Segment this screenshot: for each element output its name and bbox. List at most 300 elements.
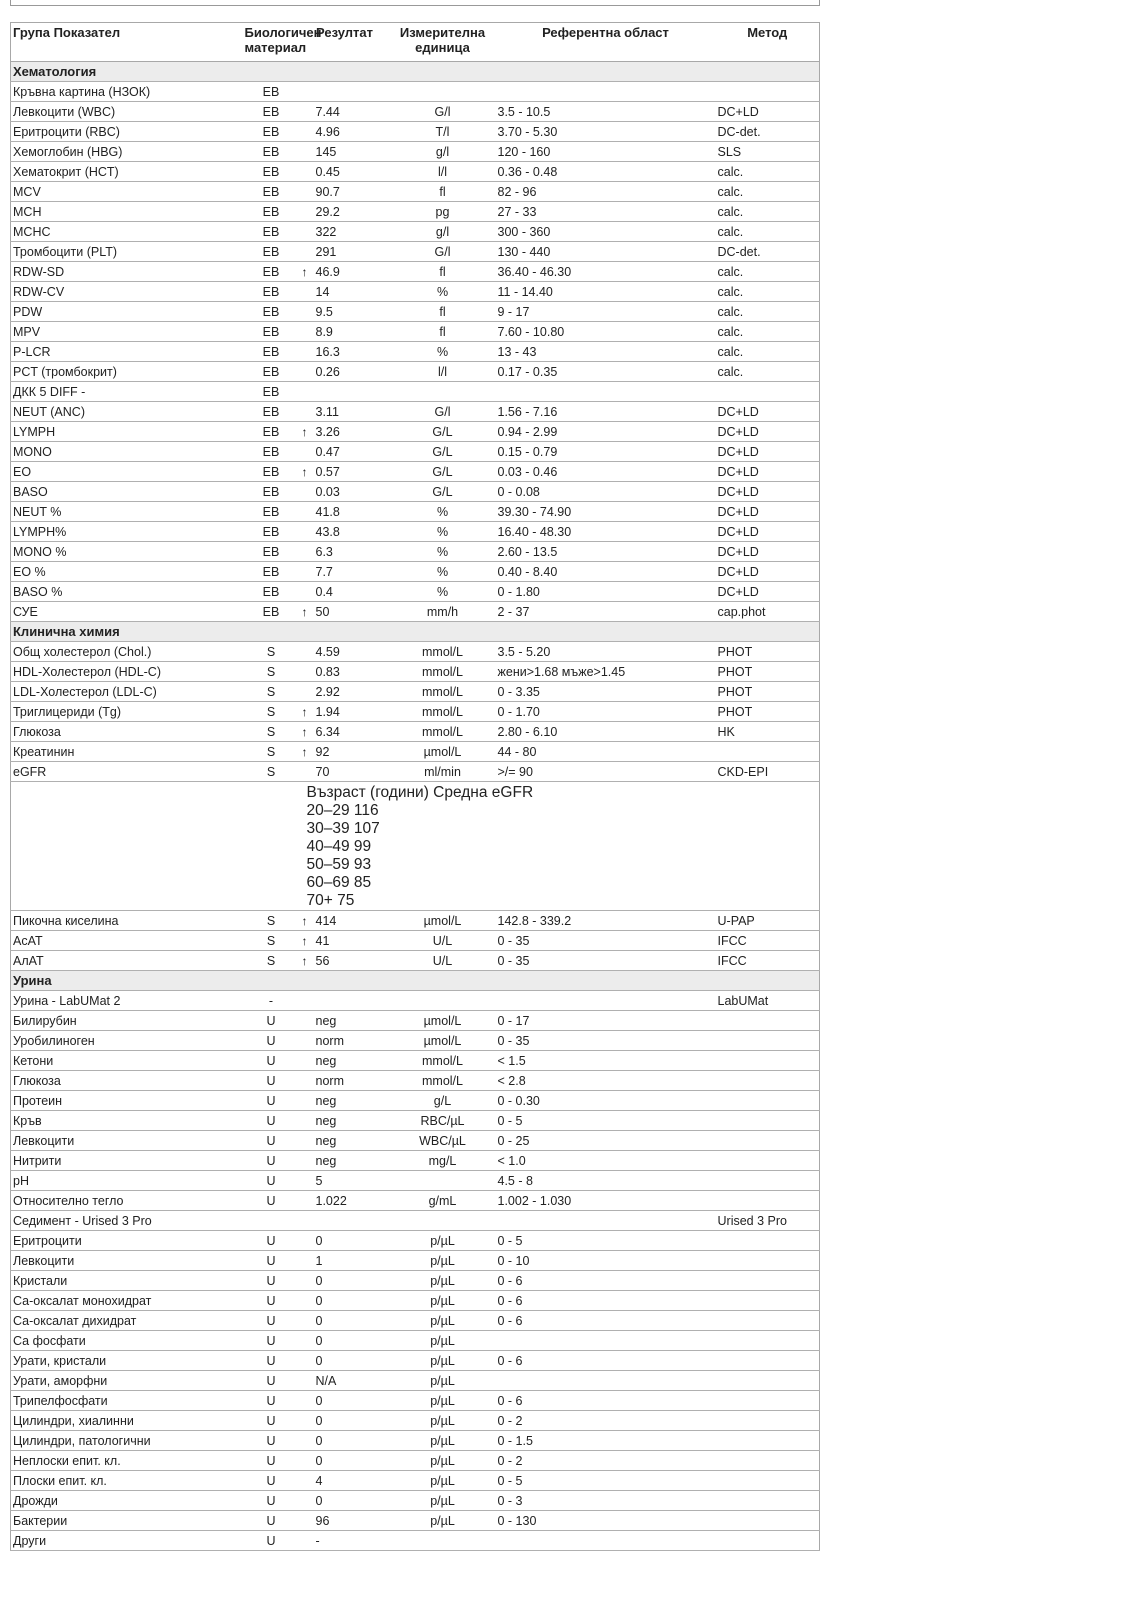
method-cell: DC-det. <box>716 242 820 262</box>
table-row <box>11 202 820 222</box>
result-value: 0 <box>315 1413 323 1428</box>
previous-section-box <box>10 0 820 6</box>
material-cell: U <box>243 1311 300 1331</box>
table-row <box>11 642 820 662</box>
result-value: 6.3 <box>315 544 333 559</box>
result-value: 0 <box>315 1493 323 1508</box>
test-name: Цилиндри, хиалинни <box>11 1411 243 1431</box>
reference-range-cell: 0 - 1.80 <box>496 582 716 602</box>
header-method: Метод <box>716 23 820 62</box>
result-value: 0 <box>315 1453 323 1468</box>
table-row <box>11 1431 820 1451</box>
result-cell <box>300 991 390 1011</box>
result-cell <box>300 742 390 762</box>
material-cell: ЕВ <box>243 102 300 122</box>
result-cell <box>300 202 390 222</box>
unit-cell: % <box>390 342 496 362</box>
method-cell <box>716 1451 820 1471</box>
reference-range-cell: 0 - 35 <box>496 1031 716 1051</box>
test-name: Са-оксалат дихидрат <box>11 1311 243 1331</box>
reference-range-cell: 82 - 96 <box>496 182 716 202</box>
table-row <box>11 142 820 162</box>
unit-cell: % <box>390 582 496 602</box>
reference-range-cell: жени>1.68 мъже>1.45 <box>496 662 716 682</box>
test-name: Уробилиноген <box>11 1031 243 1051</box>
table-row <box>11 682 820 702</box>
result-cell <box>300 1211 390 1231</box>
result-value: 0 <box>315 1333 323 1348</box>
test-name: Пикочна киселина <box>11 911 243 931</box>
test-name: Кръвна картина (НЗОК) <box>11 82 243 102</box>
result-value: 145 <box>315 144 337 159</box>
egfr-note-line: 70+ 75 <box>306 892 355 909</box>
reference-range-cell: 0 - 5 <box>496 1111 716 1131</box>
unit-cell: p/µL <box>390 1231 496 1251</box>
test-name: MONO % <box>11 542 243 562</box>
result-cell <box>300 1411 390 1431</box>
result-cell <box>300 362 390 382</box>
material-cell: S <box>243 911 300 931</box>
result-cell <box>300 1291 390 1311</box>
test-name: MCV <box>11 182 243 202</box>
method-cell <box>716 1371 820 1391</box>
result-cell <box>300 242 390 262</box>
test-name: Относително тегло <box>11 1191 243 1211</box>
method-cell <box>716 1231 820 1251</box>
table-row <box>11 1291 820 1311</box>
reference-range-cell: 0 - 10 <box>496 1251 716 1271</box>
table-row <box>11 402 820 422</box>
reference-range-cell: 0 - 130 <box>496 1511 716 1531</box>
result-value: 1 <box>315 1253 323 1268</box>
test-name: Бактерии <box>11 1511 243 1531</box>
result-cell <box>300 122 390 142</box>
material-cell: U <box>243 1511 300 1531</box>
material-cell: ЕВ <box>243 162 300 182</box>
test-name: Плоски епит. кл. <box>11 1471 243 1491</box>
result-cell <box>300 542 390 562</box>
unit-cell: p/µL <box>390 1491 496 1511</box>
reference-range-cell <box>496 1331 716 1351</box>
result-value: 0.26 <box>315 364 340 379</box>
unit-cell: µmol/L <box>390 1011 496 1031</box>
unit-cell: mmol/L <box>390 642 496 662</box>
table-row <box>11 762 820 782</box>
header-unit: Измерителна единица <box>390 23 496 62</box>
material-cell: ЕВ <box>243 582 300 602</box>
table-row <box>11 1471 820 1491</box>
material-cell: U <box>243 1371 300 1391</box>
unit-cell: fl <box>390 182 496 202</box>
table-row <box>11 951 820 971</box>
unit-cell: G/L <box>390 482 496 502</box>
reference-range-cell: < 1.5 <box>496 1051 716 1071</box>
unit-cell: p/µL <box>390 1411 496 1431</box>
material-cell: ЕВ <box>243 462 300 482</box>
test-name: Са-оксалат монохидрат <box>11 1291 243 1311</box>
result-value: 14 <box>315 284 330 299</box>
result-cell <box>300 911 390 931</box>
material-cell: U <box>243 1011 300 1031</box>
test-name: Глюкоза <box>11 1071 243 1091</box>
method-cell <box>716 1431 820 1451</box>
unit-cell <box>390 82 496 102</box>
method-cell: IFCC <box>716 931 820 951</box>
material-cell: S <box>243 702 300 722</box>
table-row <box>11 382 820 402</box>
test-name: NEUT (ANC) <box>11 402 243 422</box>
result-value: 6.34 <box>315 724 340 739</box>
reference-range-cell: 2 - 37 <box>496 602 716 622</box>
table-row <box>11 1511 820 1531</box>
egfr-note-line: 20–29 116 <box>306 802 379 819</box>
method-cell <box>716 1531 820 1551</box>
test-name: EO % <box>11 562 243 582</box>
unit-cell: G/L <box>390 422 496 442</box>
unit-cell: mmol/L <box>390 662 496 682</box>
method-cell: SLS <box>716 142 820 162</box>
result-value: 0 <box>315 1433 323 1448</box>
unit-cell: p/µL <box>390 1251 496 1271</box>
method-cell: calc. <box>716 262 820 282</box>
method-cell <box>716 1291 820 1311</box>
unit-cell: p/µL <box>390 1351 496 1371</box>
table-row <box>11 1091 820 1111</box>
reference-range-cell: 0 - 5 <box>496 1231 716 1251</box>
test-name: АсАТ <box>11 931 243 951</box>
result-cell <box>300 1371 390 1391</box>
method-cell <box>716 1311 820 1331</box>
reference-range-cell: 4.5 - 8 <box>496 1171 716 1191</box>
result-cell <box>300 1031 390 1051</box>
material-cell: U <box>243 1051 300 1071</box>
reference-range-cell: 0 - 3.35 <box>496 682 716 702</box>
table-row <box>11 362 820 382</box>
egfr-reference-note-row <box>11 782 820 911</box>
high-flag-arrow-icon: ↑ <box>301 724 308 739</box>
result-value: 0 <box>315 1293 323 1308</box>
table-row <box>11 1111 820 1131</box>
test-name: Левкоцити <box>11 1131 243 1151</box>
material-cell: U <box>243 1071 300 1091</box>
table-body <box>11 62 820 1551</box>
material-cell: ЕВ <box>243 562 300 582</box>
material-cell: S <box>243 722 300 742</box>
material-cell: S <box>243 742 300 762</box>
table-row <box>11 911 820 931</box>
method-cell: PHOT <box>716 682 820 702</box>
result-cell <box>300 722 390 742</box>
method-cell: DC-det. <box>716 122 820 142</box>
material-cell: ЕВ <box>243 602 300 622</box>
method-cell <box>716 1331 820 1351</box>
reference-range-cell: 120 - 160 <box>496 142 716 162</box>
material-cell: ЕВ <box>243 542 300 562</box>
result-value: 291 <box>315 244 337 259</box>
unit-cell: g/L <box>390 1091 496 1111</box>
test-name: EO <box>11 462 243 482</box>
test-name: СУЕ <box>11 602 243 622</box>
result-value: neg <box>315 1133 337 1148</box>
material-cell: S <box>243 931 300 951</box>
material-cell: U <box>243 1171 300 1191</box>
reference-range-cell: 0 - 17 <box>496 1011 716 1031</box>
method-cell <box>716 1191 820 1211</box>
result-value: 56 <box>315 953 330 968</box>
material-cell: S <box>243 951 300 971</box>
reference-range-cell: 0.40 - 8.40 <box>496 562 716 582</box>
material-cell: ЕВ <box>243 362 300 382</box>
table-row <box>11 1331 820 1351</box>
unit-cell: l/l <box>390 162 496 182</box>
test-name: Кръв <box>11 1111 243 1131</box>
table-row <box>11 342 820 362</box>
result-value: 0 <box>315 1393 323 1408</box>
reference-range-cell: 0 - 35 <box>496 931 716 951</box>
result-cell <box>300 1051 390 1071</box>
test-name: Кетони <box>11 1051 243 1071</box>
result-value: neg <box>315 1153 337 1168</box>
material-cell: U <box>243 1431 300 1451</box>
table-row <box>11 1271 820 1291</box>
egfr-note-line: 40–49 99 <box>306 838 372 855</box>
result-value: 41 <box>315 933 330 948</box>
method-cell: DC+LD <box>716 562 820 582</box>
result-cell <box>300 1191 390 1211</box>
table-row <box>11 1251 820 1271</box>
method-cell: calc. <box>716 342 820 362</box>
unit-cell: G/L <box>390 462 496 482</box>
material-cell: U <box>243 1131 300 1151</box>
reference-range-cell: 3.5 - 10.5 <box>496 102 716 122</box>
high-flag-arrow-icon: ↑ <box>301 744 308 759</box>
result-value: 0 <box>315 1233 323 1248</box>
unit-cell: l/l <box>390 362 496 382</box>
test-name: Трипелфосфати <box>11 1391 243 1411</box>
note-spacer <box>11 782 300 911</box>
result-cell <box>300 951 390 971</box>
method-cell: calc. <box>716 282 820 302</box>
test-name: HDL-Холестерол (HDL-C) <box>11 662 243 682</box>
material-cell: U <box>243 1091 300 1111</box>
result-value: 0.45 <box>315 164 340 179</box>
material-cell: ЕВ <box>243 322 300 342</box>
unit-cell: % <box>390 502 496 522</box>
unit-cell: ml/min <box>390 762 496 782</box>
method-cell <box>716 1351 820 1371</box>
material-cell: ЕВ <box>243 302 300 322</box>
reference-range-cell: 2.60 - 13.5 <box>496 542 716 562</box>
result-value: norm <box>315 1073 344 1088</box>
test-name: Левкоцити (WBC) <box>11 102 243 122</box>
high-flag-arrow-icon: ↑ <box>301 424 308 439</box>
reference-range-cell: 0 - 2 <box>496 1451 716 1471</box>
result-value: 50 <box>315 604 330 619</box>
result-cell <box>300 1151 390 1171</box>
table-row <box>11 582 820 602</box>
method-cell <box>716 1171 820 1191</box>
reference-range-cell: 0 - 6 <box>496 1311 716 1331</box>
result-value: 7.7 <box>315 564 333 579</box>
unit-cell: mmol/L <box>390 682 496 702</box>
unit-cell: p/µL <box>390 1371 496 1391</box>
result-cell <box>300 462 390 482</box>
reference-range-cell: < 1.0 <box>496 1151 716 1171</box>
result-value: neg <box>315 1013 337 1028</box>
table-row <box>11 742 820 762</box>
material-cell: U <box>243 1331 300 1351</box>
material-cell: U <box>243 1451 300 1471</box>
reference-range-cell: 2.80 - 6.10 <box>496 722 716 742</box>
result-cell <box>300 762 390 782</box>
result-value: neg <box>315 1113 337 1128</box>
result-cell <box>300 1091 390 1111</box>
result-cell <box>300 682 390 702</box>
result-value: 0.83 <box>315 664 340 679</box>
unit-cell <box>390 1531 496 1551</box>
test-name: Дрожди <box>11 1491 243 1511</box>
unit-cell: fl <box>390 302 496 322</box>
method-cell <box>716 1411 820 1431</box>
table-row <box>11 1231 820 1251</box>
reference-range-cell: 0 - 3 <box>496 1491 716 1511</box>
material-cell: U <box>243 1531 300 1551</box>
test-name: Протеин <box>11 1091 243 1111</box>
test-name: LYMPH% <box>11 522 243 542</box>
unit-cell: mg/L <box>390 1151 496 1171</box>
unit-cell: p/µL <box>390 1511 496 1531</box>
test-name: Билирубин <box>11 1011 243 1031</box>
material-cell: U <box>243 1411 300 1431</box>
reference-range-cell: 7.60 - 10.80 <box>496 322 716 342</box>
table-row <box>11 302 820 322</box>
material-cell: U <box>243 1291 300 1311</box>
reference-range-cell: 3.70 - 5.30 <box>496 122 716 142</box>
test-name: Креатинин <box>11 742 243 762</box>
test-name: Са фосфати <box>11 1331 243 1351</box>
result-cell <box>300 382 390 402</box>
section-header-row <box>11 971 820 991</box>
table-row <box>11 1171 820 1191</box>
result-value: 322 <box>315 224 337 239</box>
table-row <box>11 222 820 242</box>
material-cell: ЕВ <box>243 202 300 222</box>
table-row <box>11 1051 820 1071</box>
material-cell: U <box>243 1351 300 1371</box>
result-cell <box>300 102 390 122</box>
reference-range-cell: 1.56 - 7.16 <box>496 402 716 422</box>
unit-cell: p/µL <box>390 1451 496 1471</box>
reference-range-cell: 16.40 - 48.30 <box>496 522 716 542</box>
method-cell: DC+LD <box>716 422 820 442</box>
reference-range-cell: < 2.8 <box>496 1071 716 1091</box>
reference-range-cell: 0.03 - 0.46 <box>496 462 716 482</box>
reference-range-cell: 11 - 14.40 <box>496 282 716 302</box>
reference-range-cell: 36.40 - 46.30 <box>496 262 716 282</box>
unit-cell <box>390 991 496 1011</box>
test-name: Урати, кристали <box>11 1351 243 1371</box>
result-value: 70 <box>315 764 330 779</box>
result-value: 3.26 <box>315 424 340 439</box>
unit-cell: p/µL <box>390 1391 496 1411</box>
unit-cell: mmol/L <box>390 1071 496 1091</box>
unit-cell: % <box>390 522 496 542</box>
egfr-reference-note <box>300 782 820 911</box>
reference-range-cell: 27 - 33 <box>496 202 716 222</box>
result-cell <box>300 662 390 682</box>
unit-cell: p/µL <box>390 1291 496 1311</box>
result-value: 0.03 <box>315 484 340 499</box>
result-cell <box>300 262 390 282</box>
header-material: Биологичен материал <box>243 23 300 62</box>
result-value: 4 <box>315 1473 323 1488</box>
result-value: 4.96 <box>315 124 340 139</box>
unit-cell: µmol/L <box>390 911 496 931</box>
reference-range-cell: 0.94 - 2.99 <box>496 422 716 442</box>
test-name: Хематокрит (HCT) <box>11 162 243 182</box>
reference-range-cell: 0 - 6 <box>496 1271 716 1291</box>
result-cell <box>300 1251 390 1271</box>
table-row <box>11 1451 820 1471</box>
material-cell: ЕВ <box>243 402 300 422</box>
method-cell: DC+LD <box>716 522 820 542</box>
result-value: 0.47 <box>315 444 340 459</box>
material-cell: ЕВ <box>243 82 300 102</box>
high-flag-arrow-icon: ↑ <box>301 953 308 968</box>
test-name: MONO <box>11 442 243 462</box>
method-cell <box>716 1051 820 1071</box>
high-flag-arrow-icon: ↑ <box>301 264 308 279</box>
method-cell <box>716 1511 820 1531</box>
reference-range-cell: 39.30 - 74.90 <box>496 502 716 522</box>
unit-cell: p/µL <box>390 1471 496 1491</box>
unit-cell: WBC/µL <box>390 1131 496 1151</box>
table-row <box>11 1031 820 1051</box>
result-cell <box>300 1131 390 1151</box>
result-cell <box>300 1271 390 1291</box>
unit-cell: µmol/L <box>390 742 496 762</box>
unit-cell: % <box>390 282 496 302</box>
unit-cell: mmol/L <box>390 702 496 722</box>
table-row <box>11 102 820 122</box>
table-row <box>11 262 820 282</box>
material-cell: U <box>243 1111 300 1131</box>
table-row <box>11 522 820 542</box>
result-cell <box>300 1431 390 1451</box>
result-value: 96 <box>315 1513 330 1528</box>
reference-range-cell <box>496 1531 716 1551</box>
method-cell: DC+LD <box>716 502 820 522</box>
reference-range-cell: 0 - 1.5 <box>496 1431 716 1451</box>
result-cell <box>300 1351 390 1371</box>
result-value: 5 <box>315 1173 323 1188</box>
table-row <box>11 1371 820 1391</box>
test-name: Седимент - Urised 3 Pro <box>11 1211 243 1231</box>
result-cell <box>300 602 390 622</box>
method-cell: DC+LD <box>716 462 820 482</box>
test-name: PCT (тромбокрит) <box>11 362 243 382</box>
result-cell <box>300 1471 390 1491</box>
method-cell: calc. <box>716 362 820 382</box>
reference-range-cell: 300 - 360 <box>496 222 716 242</box>
unit-cell <box>390 1171 496 1191</box>
material-cell: ЕВ <box>243 382 300 402</box>
result-cell <box>300 1011 390 1031</box>
reference-range-cell <box>496 1211 716 1231</box>
result-value: 8.9 <box>315 324 333 339</box>
test-name: MCHC <box>11 222 243 242</box>
table-row <box>11 931 820 951</box>
